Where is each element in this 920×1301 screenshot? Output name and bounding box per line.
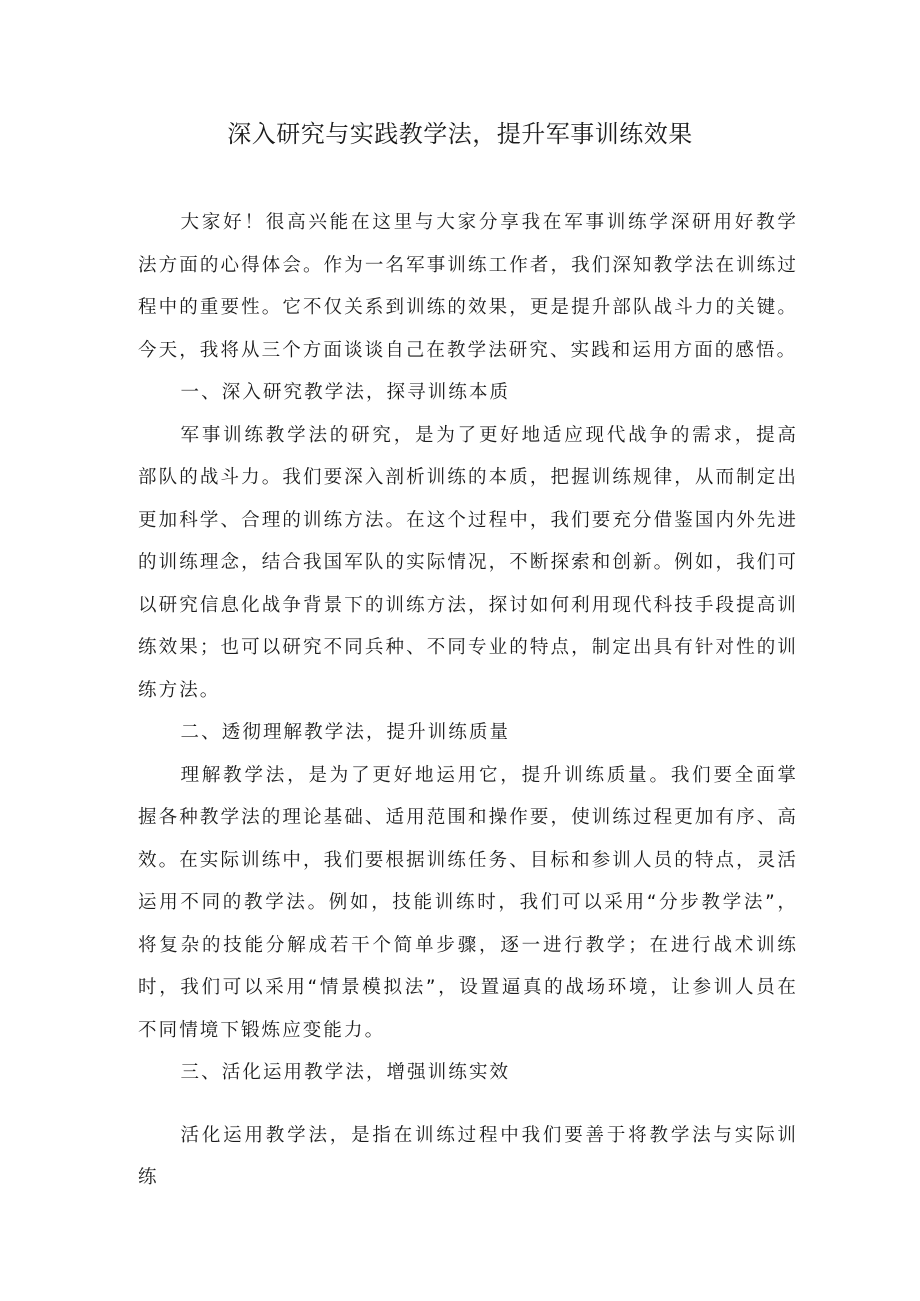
- section-heading-3: 三、活化运用教学法，增强训练实效: [180, 1062, 511, 1083]
- paragraph-intro: 大家好！很高兴能在这里与大家分享我在军事训练学深研用好教学法方面的心得体会。作为一名军事训练工作者，我们深知教学法在训练过程中的重要性。它不仅关系到训练的效果，更是提升部队战斗力的关键。今天，我将从三个方面谈谈自己在教学法研究、实践和运用方面的感悟。: [138, 212, 798, 361]
- document-title: 深入研究与实践教学法，提升军事训练效果: [227, 120, 693, 148]
- section-heading-2: 二、透彻理解教学法，提升训练质量: [180, 722, 511, 743]
- section-heading-1: 一、深入研究教学法，探寻训练本质: [180, 382, 511, 403]
- spacer: [138, 1095, 798, 1115]
- paragraph-section-1: 军事训练教学法的研究，是为了更好地适应现代战争的需求，提高部队的战斗力。我们要深入剖析训练的本质，把握训练规律，从而制定出更加科学、合理的训练方法。在这个过程中，我们要充分借鉴国内外先进的训练理念，结合我国军队的实际情况，不断探索和创新。例如，我们可以研究信息化战争背景下的训练方法，探讨如何利用现代科技手段提高训练效果；也可以研究不同兵种、不同专业的特点，制定出具有针对性的训练方法。: [138, 424, 798, 701]
- document-body: [138, 202, 798, 1200]
- paragraph-section-2: 理解教学法，是为了更好地运用它，提升训练质量。我们要全面掌握各种教学法的理论基础、适用范围和操作要，使训练过程更加有序、高效。在实际训练中，我们要根据训练任务、目标和参训人员的特点，灵活运用不同的教学法。例如，技能训练时，我们可以采用“分步教学法”，将复杂的技能分解成若干个简单步骤，逐一进行教学；在进行战术训练时，我们可以采用“情景模拟法”，设置逼真的战场环境，让参训人员在不同情境下锻炼应变能力。: [138, 764, 798, 1041]
- paragraph-section-3: 活化运用教学法，是指在训练过程中我们要善于将教学法与实际训练: [138, 1124, 798, 1188]
